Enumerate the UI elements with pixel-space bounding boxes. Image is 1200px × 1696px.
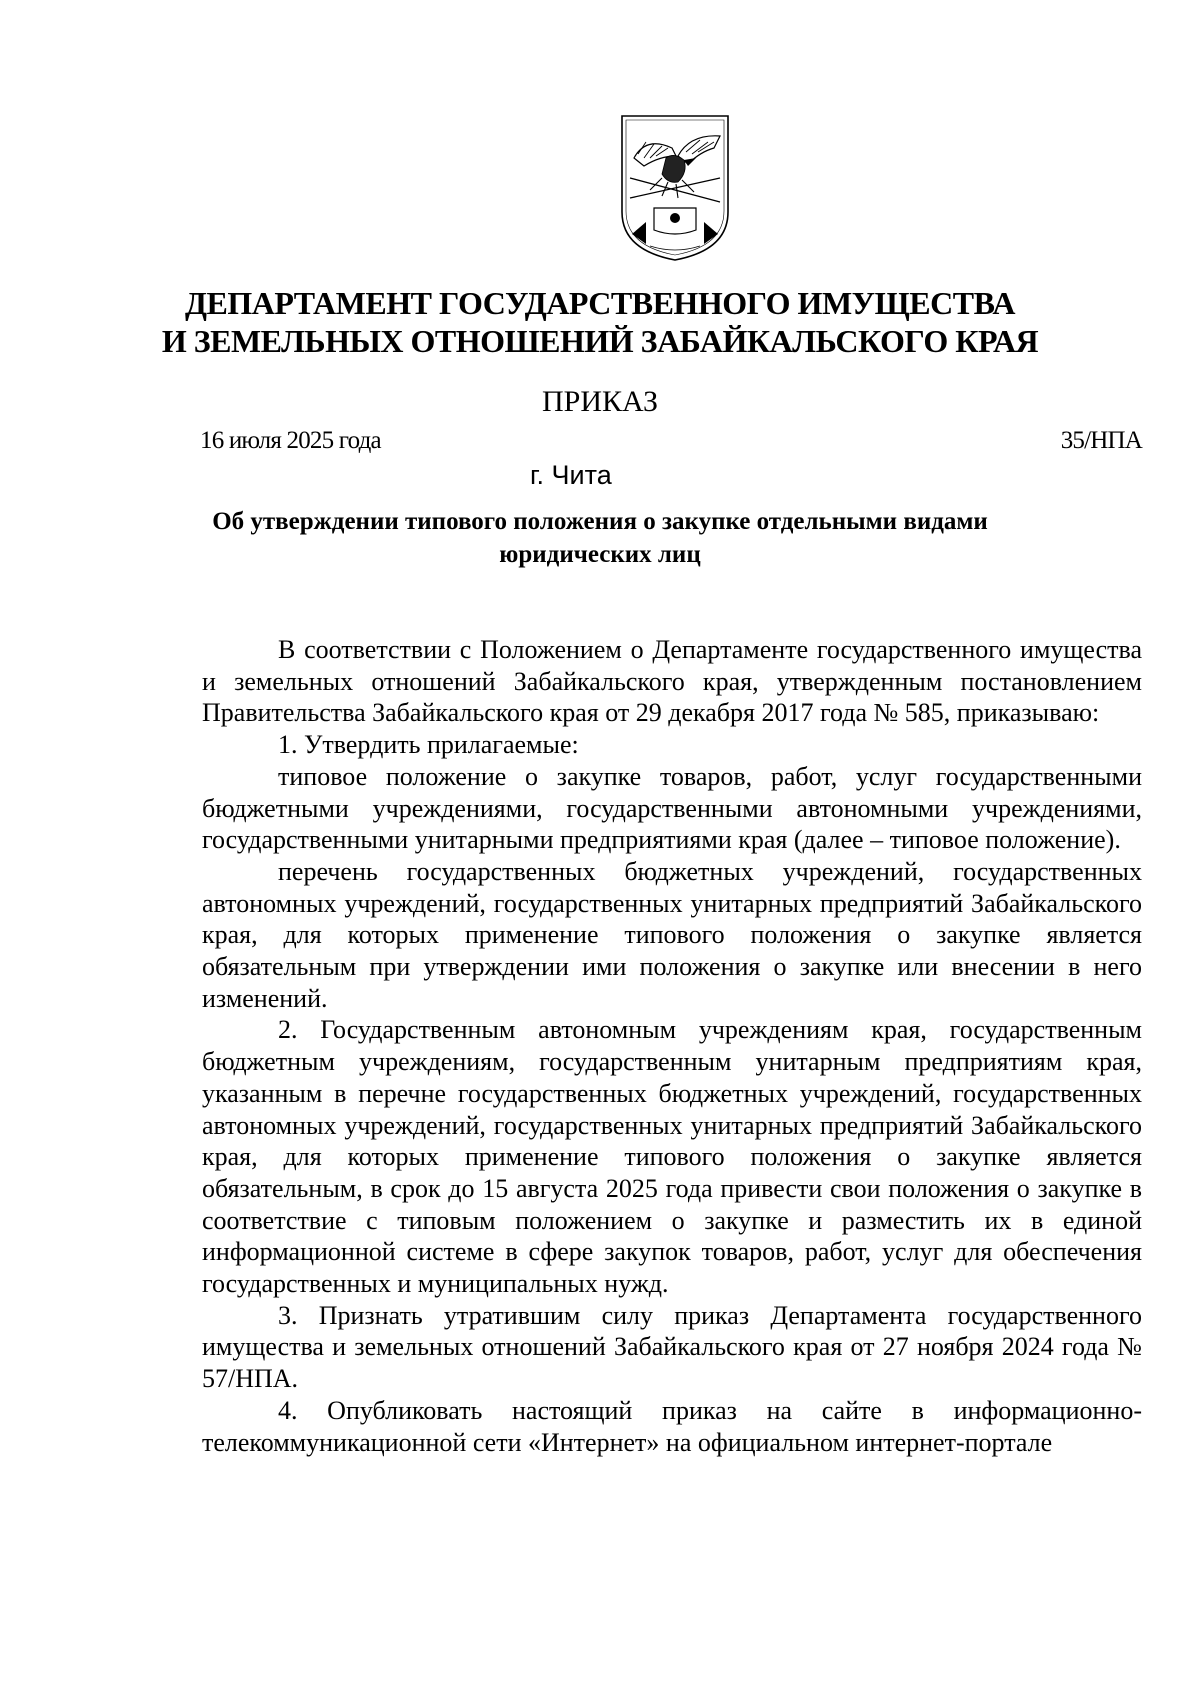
- document-body: [202, 634, 1142, 1458]
- body-paragraph-preamble: В соответствии с Положением о Департаменте государственного имущества и земельных отношений Забайкальского края, утвержденным постановлением Правительства Забайкальского края от 29 декабря 2017 года № 585, приказываю:: [202, 635, 1142, 728]
- document-subject-line-1: Об утверждении типового положения о закупке отдельными видами: [212, 508, 988, 535]
- document-subject-line-2: юридических лиц: [499, 541, 701, 568]
- body-paragraph-item-3: 3. Признать утратившим силу приказ Департамента государственного имущества и земельных отношений Забайкальского края от 27 ноября 2024 года № 57/НПА.: [202, 1300, 1142, 1394]
- department-name-line-1: ДЕПАРТАМЕНТ ГОСУДАРСТВЕННОГО ИМУЩЕСТВА: [185, 285, 1015, 321]
- document-date: 16 июля 2025 года: [200, 427, 381, 454]
- document-type: ПРИКАЗ: [542, 385, 658, 418]
- document-number: 35/НПА: [1060, 427, 1142, 454]
- body-paragraph-item-2: 2. Государственным автономным учреждениям края, государственным бюджетным учреждениям, государственным унитарным предприятиям края, указанным в перечне государственных бюджетных учреждений, государственных автономных учреждений, государственных унитарных предприятий Забайкальского края, для которых применение типового положения о закупке является обязательным, в срок до 15 августа 2025 года привести свои положения о закупке в соответствие с типовым положением о закупке и разместить их в единой информационной системе в сфере закупок товаров, работ, услуг для обеспечения государственных и муниципальных нужд.: [202, 1015, 1142, 1299]
- body-paragraph-item-1: 1. Утвердить прилагаемые:: [278, 730, 579, 760]
- body-paragraph-item-1b: перечень государственных бюджетных учреждений, государственных автономных учреждений, государственных унитарных предприятий Забайкальского края, для которых применение типового положения о закупке является обязательным при утверждении ими положения о закупке или внесении в него изменений.: [202, 856, 1142, 1013]
- body-paragraph-item-4: 4. Опубликовать настоящий приказ на сайте в информационно-телекоммуникационной сети «Интернет» на официальном интернет-портале: [202, 1395, 1142, 1457]
- document-subject: [180, 505, 1020, 571]
- department-name: [150, 284, 1050, 360]
- coat-of-arms-icon: [616, 112, 734, 262]
- department-name-line-2: И ЗЕМЕЛЬНЫХ ОТНОШЕНИЙ ЗАБАЙКАЛЬСКОГО КРАЯ: [161, 323, 1039, 359]
- document-city: г. Чита: [530, 460, 612, 490]
- body-paragraph-item-1a: типовое положение о закупке товаров, работ, услуг государственными бюджетными учреждениями, государственными автономными учреждениями, государственными унитарными предприятиями края (далее – типовое положение).: [202, 761, 1142, 855]
